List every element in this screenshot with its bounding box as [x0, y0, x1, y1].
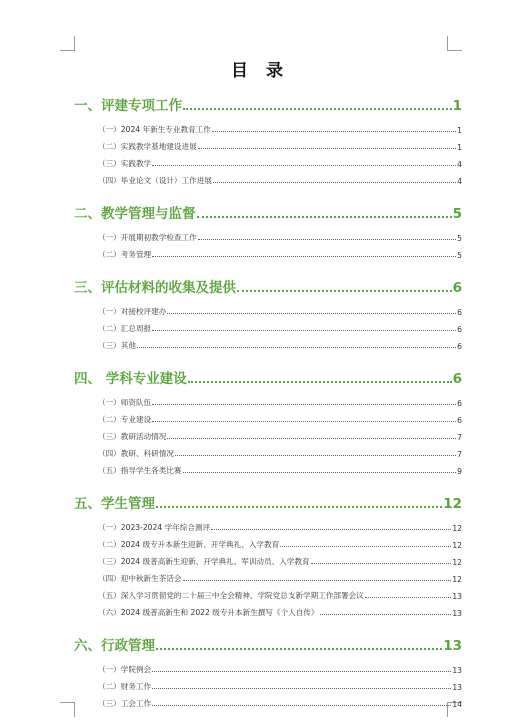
toc-subsection-label: （三）实践教学: [98, 159, 152, 168]
toc-subsection-page: 12: [452, 524, 462, 533]
toc-subsection-label: （三）工会工作: [98, 699, 152, 708]
dot-leader: [167, 313, 456, 314]
toc-subsection-label: （三）2024 级普高新生迎新、开学典礼、军训动员、入学教育: [98, 557, 310, 566]
toc-section-entry[interactable]: [74, 361, 462, 387]
toc-section-entry[interactable]: [74, 628, 462, 654]
toc-subsection-list: [74, 226, 462, 260]
dot-leader: [237, 290, 452, 292]
toc-subsection-page: 13: [452, 683, 462, 692]
toc-subsection-entry[interactable]: [74, 425, 462, 442]
toc-subsection-page: 5: [457, 251, 462, 260]
toc-subsection-list: [74, 300, 462, 351]
toc-subsection-page: 13: [452, 592, 462, 601]
toc-section-label: 二、教学管理与监督: [74, 206, 196, 222]
toc-subsection-entry[interactable]: [74, 300, 462, 317]
toc-subsection-entry[interactable]: [74, 459, 462, 476]
toc-section-page: 13: [443, 638, 462, 654]
toc-title: 目 录: [231, 61, 289, 81]
toc-subsection-list: [74, 118, 462, 186]
dot-leader: [213, 182, 456, 183]
toc-section-label: 五、学生管理: [74, 496, 155, 512]
toc-subsection-label: （四）教研、科研情况: [98, 449, 174, 458]
dot-leader: [137, 347, 456, 348]
dot-leader: [175, 455, 456, 456]
toc-subsection-entry[interactable]: [74, 601, 462, 618]
toc-subsection-label: （五）指导学生各类比赛: [98, 466, 182, 475]
toc-subsection-page: 1: [457, 143, 462, 152]
toc-subsection-label: （三）教研活动情况: [98, 432, 167, 441]
toc-subsection-page: 12: [452, 575, 462, 584]
crop-mark-top-left: [60, 36, 75, 51]
toc-subsection-page: 9: [457, 467, 462, 476]
dot-leader: [320, 614, 452, 615]
toc-subsection-entry[interactable]: [74, 567, 462, 584]
toc-section-label: 三、评估材料的收集及提供: [74, 280, 236, 296]
toc-section-page: 6: [452, 280, 462, 296]
dot-leader: [198, 239, 456, 240]
dot-leader: [152, 705, 451, 706]
toc-subsection-page: 12: [452, 558, 462, 567]
toc-subsection-page: 5: [457, 234, 462, 243]
toc-subsection-page: 13: [452, 666, 462, 675]
toc-subsection-page: 12: [452, 541, 462, 550]
toc-section-page: 6: [452, 371, 462, 387]
toc-subsection-entry[interactable]: [74, 226, 462, 243]
toc-subsection-label: （四）毕业论文（设计）工作进展: [98, 176, 212, 185]
toc-subsection-entry[interactable]: [74, 243, 462, 260]
dot-leader: [188, 381, 452, 383]
toc-subsection-page: 4: [457, 160, 462, 169]
toc-subsection-label: （二）考务管理: [98, 250, 152, 259]
toc-subsection-page: 4: [457, 177, 462, 186]
dot-leader: [152, 421, 456, 422]
toc-subsection-entry[interactable]: [74, 391, 462, 408]
toc-section-entry[interactable]: [74, 88, 462, 114]
toc-subsection-entry[interactable]: [74, 675, 462, 692]
toc-subsection-entry[interactable]: [74, 533, 462, 550]
toc-subsection-entry[interactable]: [74, 169, 462, 186]
toc-subsection-entry[interactable]: [74, 135, 462, 152]
toc-subsection-entry[interactable]: [74, 408, 462, 425]
dot-leader: [167, 438, 456, 439]
toc-subsection-entry[interactable]: [74, 317, 462, 334]
toc-section-page: 1: [452, 98, 462, 114]
dot-leader: [365, 597, 452, 598]
dot-leader: [212, 131, 456, 132]
toc-subsection-page: 6: [457, 325, 462, 334]
toc-subsection-page: 6: [457, 308, 462, 317]
toc-subsection-label: （一）对接校评建办: [98, 307, 167, 316]
toc-section-label: 一、评建专项工作: [74, 98, 182, 114]
dot-leader: [152, 330, 456, 331]
toc-subsection-page: 6: [457, 416, 462, 425]
dot-leader: [183, 472, 457, 473]
toc-subsection-list: [74, 658, 462, 709]
toc-subsection-entry[interactable]: [74, 692, 462, 709]
toc-subsection-label: （一）师资队伍: [98, 398, 152, 407]
dot-leader: [156, 506, 442, 508]
toc-subsection-label: （六）2024 级普高新生和 2022 级专升本新生撰写《个人自传》: [98, 608, 319, 617]
dot-leader: [152, 256, 456, 257]
toc-subsection-label: （五）深入学习贯彻党的二十届三中全会精神、学院党总支新学期工作部署会议: [98, 591, 364, 600]
toc-subsection-list: [74, 391, 462, 476]
toc-subsection-page: 14: [452, 700, 462, 709]
toc-subsection-entry[interactable]: [74, 516, 462, 533]
toc-subsection-label: （一）学院例会: [98, 665, 152, 674]
toc-subsection-label: （二）汇总周报: [98, 324, 152, 333]
toc-subsection-page: 1: [457, 126, 462, 135]
dot-leader: [152, 688, 451, 689]
toc-subsection-list: [74, 516, 462, 618]
toc-subsection-entry[interactable]: [74, 584, 462, 601]
dot-leader: [311, 563, 452, 564]
toc-subsection-page: 6: [457, 399, 462, 408]
dot-leader: [197, 216, 452, 218]
dot-leader: [152, 165, 456, 166]
toc-subsection-page: 7: [457, 450, 462, 459]
table-of-contents: [74, 88, 462, 719]
toc-subsection-page: 7: [457, 433, 462, 442]
dot-leader: [183, 108, 452, 110]
toc-subsection-label: （二）专业建设: [98, 415, 152, 424]
crop-mark-top-right: [447, 36, 462, 51]
dot-leader: [211, 529, 451, 530]
toc-subsection-label: （一）2024 年新生专业教育工作: [98, 125, 211, 134]
toc-section-page: 5: [452, 206, 462, 222]
toc-subsection-entry[interactable]: [74, 334, 462, 351]
dot-leader: [183, 580, 452, 581]
toc-subsection-label: （二）实践教学基地建设进展: [98, 142, 197, 151]
toc-subsection-label: （三）其他: [98, 341, 136, 350]
toc-subsection-label: （一）2023-2024 学年综合测评: [98, 523, 211, 532]
toc-section-entry[interactable]: [74, 196, 462, 222]
toc-subsection-entry[interactable]: [74, 550, 462, 567]
dot-leader: [280, 546, 451, 547]
toc-subsection-page: 13: [452, 609, 462, 618]
toc-section-label: 六、行政管理: [74, 638, 155, 654]
toc-subsection-entry[interactable]: [74, 118, 462, 135]
toc-subsection-entry[interactable]: [74, 152, 462, 169]
toc-subsection-entry[interactable]: [74, 658, 462, 675]
dot-leader: [152, 671, 451, 672]
toc-subsection-label: （四）迎中秋新生茶话会: [98, 574, 182, 583]
toc-section-entry[interactable]: [74, 270, 462, 296]
dot-leader: [152, 404, 456, 405]
toc-section-page: 12: [443, 496, 462, 512]
toc-subsection-page: 6: [457, 342, 462, 351]
dot-leader: [198, 148, 456, 149]
toc-section-label: 四、 学科专业建设: [74, 371, 187, 387]
crop-mark-bottom-left: [60, 702, 75, 717]
toc-subsection-entry[interactable]: [74, 442, 462, 459]
toc-subsection-label: （二）财务工作: [98, 682, 152, 691]
toc-section-entry[interactable]: [74, 486, 462, 512]
dot-leader: [156, 648, 442, 650]
toc-subsection-label: （二）2024 级专升本新生迎新、开学典礼、入学教育: [98, 540, 280, 549]
toc-subsection-label: （一）开展期初教学检查工作: [98, 233, 197, 242]
